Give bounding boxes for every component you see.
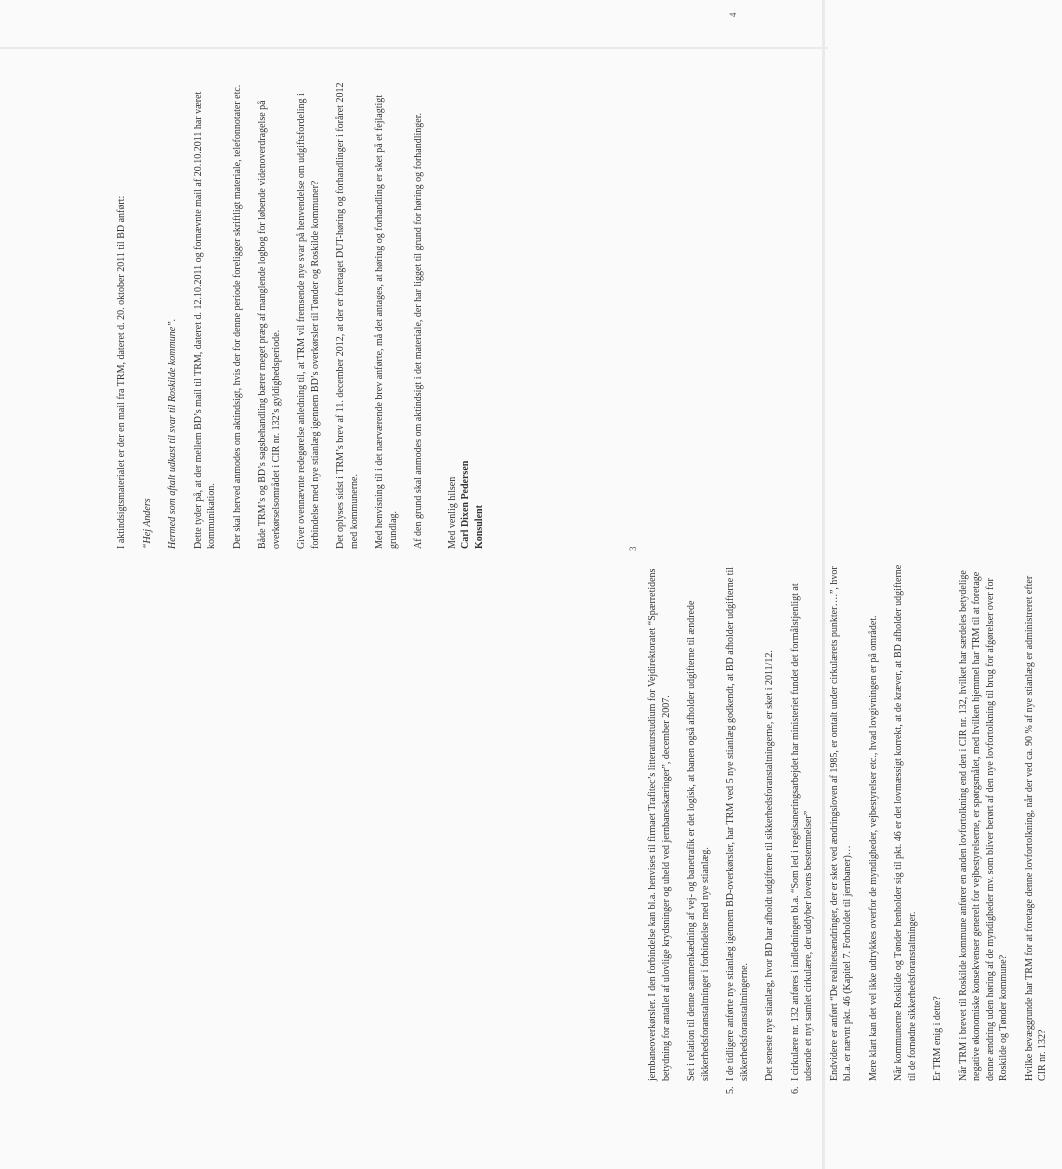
para-grounds: Af den grund skal anmodes om aktindsigt i det materiale, der har ligget til grund for høring og forhandlinger. bbox=[413, 112, 424, 549]
para-request: Der skal herved anmodes om aktindsigt, hvis der for denne periode foreligger skriftligt materiale, telefonnotater etc. bbox=[231, 84, 243, 549]
para-question: Er TRM enig i dette? bbox=[932, 996, 943, 1081]
page-3-column bbox=[646, 559, 1062, 1094]
para-relation: Set i relation til denne sammenkædning af vej- og banetrafik er det logisk, at banen også afholder udgifterne til ændrede sikkerhedsforanstaltninger i forbindelse med nye stianlæg. bbox=[686, 600, 711, 1081]
quote-body: Hermed som aftalt udkast til svar til Roskilde kommune”. bbox=[167, 318, 178, 549]
para-reference: Med henvisning til i det nærværende brev anførte, må det antages, at høring og forhandling er sket på et fejlagtigt grundlag. bbox=[374, 94, 399, 549]
para-reasons: Hvilke bevæggrunde har TRM for at foretage denne lovfortolkning, når der ved ca. 90 % af nye stianlæg er administreret efter CIR nr. 132? bbox=[1023, 575, 1048, 1081]
para-furthermore: Endvidere er anført “De realitetsændringer, der er sket ved ændringsloven af 1985, er omtalt under cirkulærets punkter….”, hvor bl.a. er nævnt pkt. 46 (Kapitel 7. Forholdet til jernbaner)… bbox=[828, 566, 853, 1081]
para-municipalities: Når kommunerne Roskilde og Tønder henholder sig til pkt. 46 er det lovmæssigt korrekt, at de kræver, at BD afholder udgifterne til de fornødne sikkerhedsforanstaltninger. bbox=[893, 564, 918, 1081]
signer-name: Carl Dixen Pedersen bbox=[460, 460, 471, 549]
page-number-3: 3 bbox=[628, 546, 638, 551]
para-trm-letter: Når TRM i brevet til Roskilde kommune anfører en anden lovfortolkning end den i CIR nr. 132, hvilket har særdeles betydelige negative økonomiske konsekvenser generelt for vejbestyrelserne, er spørgsmålet, med hvilken hjemmel har TRM til at foretage denne ændring uden høring af de myndigheder mv. som bliver berørt af den nye lovfortolkning til brug for afgørelser over for Roskilde og Tønder kommune? bbox=[957, 570, 1009, 1081]
signature-block bbox=[446, 79, 487, 549]
scan-artifact bbox=[0, 47, 828, 49]
item-6-text: I cirkulære nr. 132 anføres i indledningen bl.a. “Som led i regelsaneringsarbejdet har ministeriet fundet det formålstjenligt at udsende et nyt samlet cirkulære, der uddyber lovens bestemmelser” bbox=[789, 583, 814, 1081]
para-informed: Det oplyses sidst i TRM’s brev af 11. december 2012, at der er foretaget DUT-høring og forhandlinger i foråret 2012 med kommunerne. bbox=[335, 82, 360, 549]
item-5-number: 5. bbox=[725, 1086, 736, 1094]
signer-title: Konsulent bbox=[473, 505, 485, 549]
item-5-text: I de tidligere anførte nye stianlæg igennem BD-overkørsler, har TRM ved 5 nye stianlæg godkendt, at BD afholder udgifterne til sikkerhedsforanstaltningerne. bbox=[725, 566, 750, 1081]
para-clear: Mere klart kan det vel ikke udtrykkes overfor de myndigheder, vejbestyrelser etc., hvad lovgivningen er på området. bbox=[867, 615, 879, 1081]
item-6 bbox=[789, 559, 816, 1094]
para-casework: Både TRM’s og BD’s sagsbehandling bærer meget præg af manglende logbog for løbende videnoverdragelse på overkørselsområdet i CIR nr. 132’s gyldighedsperiode. bbox=[257, 100, 282, 549]
para-indicates: Dette tyder på, at der mellem BD’s mail til TRM, dateret d. 12.10.2011 og fornævnte mail af 20.10.2011 har været kommunikation. bbox=[192, 91, 217, 549]
page-4-column bbox=[115, 79, 486, 549]
para-access: I aktindsigtsmaterialet er der en mail fra TRM, dateret d. 20. oktober 2011 til BD anført: bbox=[116, 195, 127, 549]
item-6-number: 6. bbox=[789, 1086, 801, 1094]
para-reason: Giver ovennævnte redegørelse anledning til, at TRM vil fremsende nye svar på henvendelse om udgiftsfordeling i forbindelse med nye stianlæg igennem BD’s overkørsler til Tønder og Roskilde kommuner? bbox=[296, 93, 321, 549]
closing: Med venlig hilsen bbox=[446, 476, 458, 549]
quote-greeting: “Hej Anders bbox=[141, 498, 153, 549]
item-5 bbox=[724, 559, 751, 1094]
para-intro: jernbaneoverkørsler. I den forbindelse kan bl.a. henvises til firmaet Trafitec’s litteraturstudium for Vejdirektoratet “Spærretidens betydning for antallet af ulovlige krydsninger og uheld ved jernbaneskæringer”, december 2007. bbox=[647, 568, 672, 1081]
page-number-4: 4 bbox=[728, 12, 738, 17]
para-latest: Det seneste nye stianlæg, hvor BD har afholdt udgifterne til sikkerhedsforanstaltningerne, er sket i 2011/12. bbox=[764, 650, 775, 1081]
